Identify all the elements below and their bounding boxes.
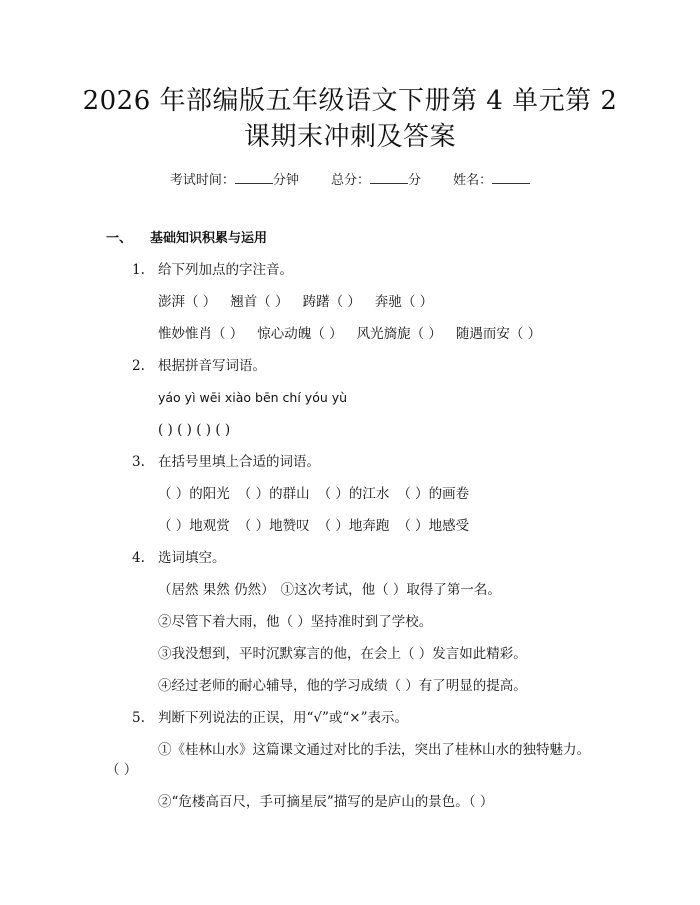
fill-item: （ ）地观赏 xyxy=(158,518,230,534)
question-text: 给下列加点的字注音。 xyxy=(158,262,293,278)
total-score-blank xyxy=(370,171,408,184)
section-title: 基础知识积累与运用 xyxy=(150,231,268,246)
student-name-label: 姓名： xyxy=(453,173,493,188)
section-heading xyxy=(106,229,267,249)
fill-row-1 xyxy=(158,484,469,504)
document-title-line2: 课期末冲刺及答案 xyxy=(243,122,456,152)
student-name-blank xyxy=(492,171,530,184)
section-number: 一、 xyxy=(106,231,133,246)
word-options: （居然 果然 仍然） xyxy=(158,582,275,598)
choice-line xyxy=(158,580,501,600)
fill-item: （ ）的群山 xyxy=(237,486,310,502)
word-item: 风光旖旎（ ） xyxy=(356,326,442,342)
pinyin-line: yáo yì wēi xiào bēn chí yóu yù xyxy=(158,390,348,405)
statement: ①《桂林山水》这篇课文通过对比的手法，突出了桂林山水的独特魅力。 xyxy=(158,742,590,758)
question-text: 根据拼音写词语。 xyxy=(158,358,266,374)
word-item: 奔驰（ ） xyxy=(374,294,434,310)
question-number: 4. xyxy=(132,550,145,566)
sentence: ②尽管下着大雨，他（ ）坚持准时到了学校。 xyxy=(158,614,433,630)
fill-item: （ ）地奔跑 xyxy=(317,518,390,534)
fill-item: （ ）地感受 xyxy=(397,518,470,534)
exam-time-unit: 分钟 xyxy=(272,173,299,188)
total-score xyxy=(331,173,425,188)
question-number: 5. xyxy=(132,710,145,726)
word-item: 翘首（ ） xyxy=(230,294,289,310)
exam-time xyxy=(170,173,303,188)
document-title-line1: 2026 年部编版五年级语文下册第 4 单元第 2 xyxy=(82,86,618,116)
statement: ②“危楼高百尺，手可摘星辰”描写的是庐山的景色。（ ） xyxy=(158,794,494,810)
total-score-unit: 分 xyxy=(408,173,422,188)
sentence: ④经过老师的耐心辅导，他的学习成绩（ ）有了明显的提高。 xyxy=(158,678,527,694)
word-item: 澎湃（ ） xyxy=(158,294,217,310)
answer-parentheses: （ ） xyxy=(106,762,138,778)
phonetic-row-2 xyxy=(158,324,541,344)
question-text: 在括号里填上合适的词语。 xyxy=(158,454,320,470)
fill-row-2 xyxy=(158,516,469,536)
answer-blanks: ( ) ( ) ( ) ( ) xyxy=(158,422,231,438)
student-name xyxy=(453,173,530,188)
word-item: 惊心动魄（ ） xyxy=(257,326,343,342)
fill-item: （ ）的画卷 xyxy=(397,486,470,502)
total-score-label: 总分： xyxy=(330,173,370,188)
word-item: 惟妙惟肖（ ） xyxy=(158,326,244,342)
sentence: ①这次考试，他（ ）取得了第一名。 xyxy=(280,582,501,598)
fill-item: （ ）的江水 xyxy=(317,486,390,502)
phonetic-row-1 xyxy=(158,292,433,312)
exam-time-label: 考试时间： xyxy=(169,173,235,188)
fill-item: （ ）的阳光 xyxy=(158,486,230,502)
exam-info xyxy=(0,169,700,188)
word-item: 随遇而安（ ） xyxy=(455,326,542,342)
exam-time-blank xyxy=(235,171,273,184)
question-text: 判断下列说法的正误，用“√”或“×”表示。 xyxy=(158,710,409,726)
question-number: 2. xyxy=(132,358,145,374)
question-text: 选词填空。 xyxy=(158,550,226,566)
question-number: 1. xyxy=(132,262,145,278)
fill-item: （ ）地赞叹 xyxy=(237,518,310,534)
word-item: 踌躇（ ） xyxy=(302,294,361,310)
sentence: ③我没想到，平时沉默寡言的他，在会上（ ）发言如此精彩。 xyxy=(158,646,527,662)
question-number: 3. xyxy=(132,454,145,470)
